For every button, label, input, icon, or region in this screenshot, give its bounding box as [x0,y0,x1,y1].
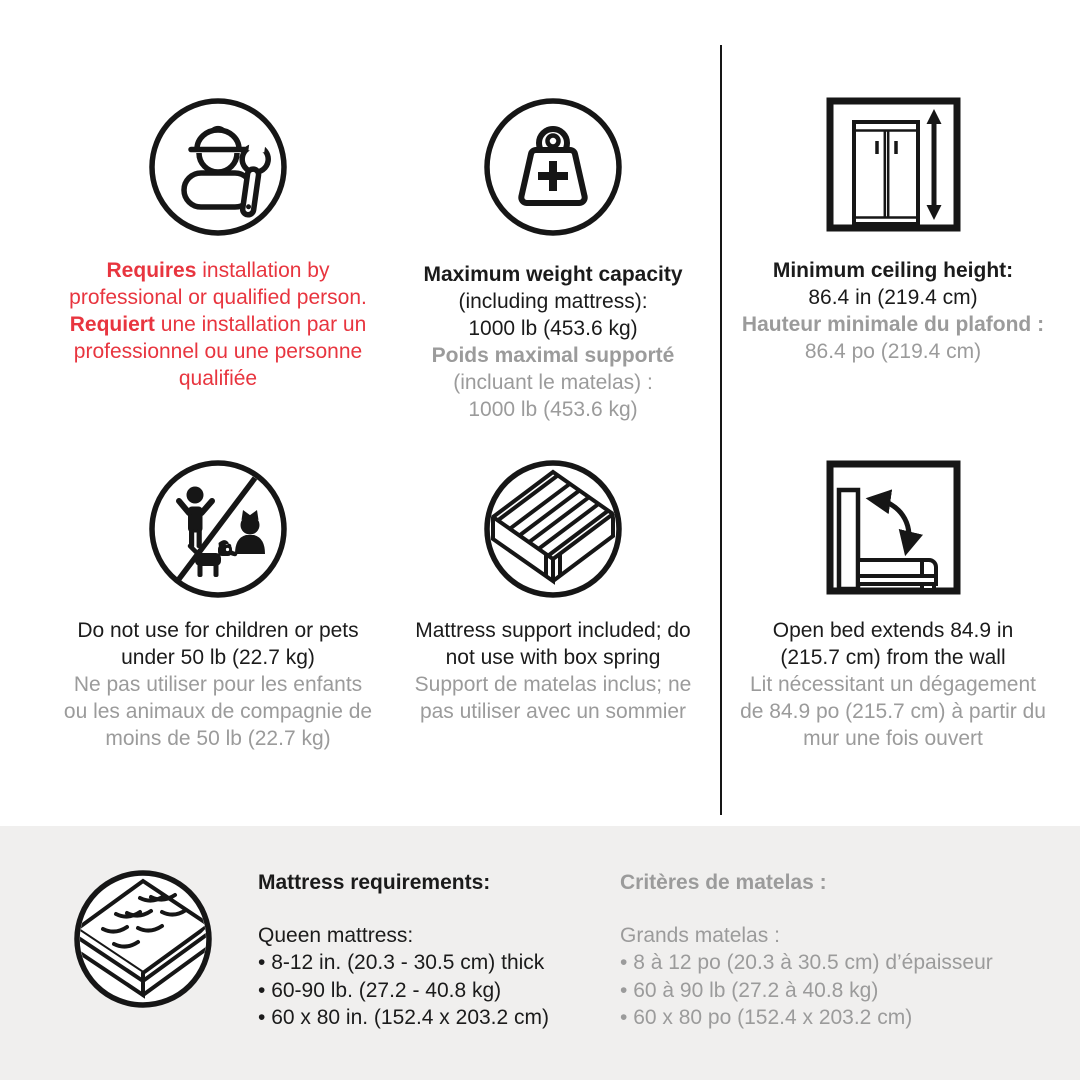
open-bed-block [723,460,1063,752]
mattress-support-icon [483,459,623,599]
mattress-requirements-list-fr: Grands matelas : • 8 à 12 po (20.3 à 30.5 cm) d’épaisseur • 60 à 90 lb (27.2 à 40.8 kg) • 60 x 80 po (152.4 x 203.2 cm) [620,922,993,1032]
installation-block [40,97,396,392]
mattress-support-text: Mattress support included; do not use with box spring Support de matelas inclus; ne pas utiliser avec un sommier [414,619,692,723]
list-item: • 60 à 90 lb (27.2 à 40.8 kg) [620,977,993,1005]
mattress-requirements-en [258,869,549,1032]
no-children-pets-block [40,459,396,752]
mattress-requirements-list-en: Queen mattress: • 8-12 in. (20.3 - 30.5 cm) thick • 60-90 lb. (27.2 - 40.8 kg) • 60 x 80 in. (152.4 x 203.2 cm) [258,922,549,1032]
ceiling-height-icon [826,97,961,232]
list-item: • 60 x 80 po (152.4 x 203.2 cm) [620,1004,993,1032]
list-item: • 60 x 80 in. (152.4 x 203.2 cm) [258,1004,549,1032]
list-item: • 8 à 12 po (20.3 à 30.5 cm) d’épaisseur [620,949,993,977]
weight-capacity-icon [483,97,623,237]
mattress-requirements-band [0,826,1080,1080]
mattress-support-block [388,459,718,725]
weight-capacity-block [388,97,718,423]
no-children-pets-icon [148,459,288,599]
open-bed-icon [826,460,961,595]
installer-icon [148,97,288,237]
vertical-divider [720,45,722,815]
installation-en-bold: Requires [106,259,197,282]
list-item: • 60-90 lb. (27.2 - 40.8 kg) [258,977,549,1005]
open-bed-text: Open bed extends 84.9 in (215.7 cm) from the wall Lit nécessitant un dégagement de 84.9 po (215.7 cm) à partir du mur une fois ouvert [740,619,1046,750]
list-item: • 8-12 in. (20.3 - 30.5 cm) thick [258,949,549,977]
mattress-requirements-heading-fr: Critères de matelas : [620,871,827,894]
installation-text: Requires installation by professional or qualified person. Requiert une installation par un professionnel ou une personne qualifiée [69,259,367,390]
no-children-pets-text: Do not use for children or pets under 50 lb (22.7 kg) Ne pas utiliser pour les enfants ou les animaux de compagnie de moins de 50 lb (22.7 kg) [63,619,373,750]
mattress-requirements-fr [620,869,993,1032]
mattress-icon [73,869,213,1009]
ceiling-height-text: Minimum ceiling height: 86.4 in (219.4 cm) Hauteur minimale du plafond : 86.4 po (219.4 cm) [741,259,1045,363]
weight-capacity-text: Maximum weight capacity (including mattress): 1000 lb (453.6 kg) Poids maximal supporté (incluant le matelas) : 1000 lb (453.6 kg) [423,263,683,421]
ceiling-height-block [723,97,1063,365]
installation-fr-bold: Requiert [69,313,155,336]
mattress-requirements-heading-en: Mattress requirements: [258,871,491,894]
